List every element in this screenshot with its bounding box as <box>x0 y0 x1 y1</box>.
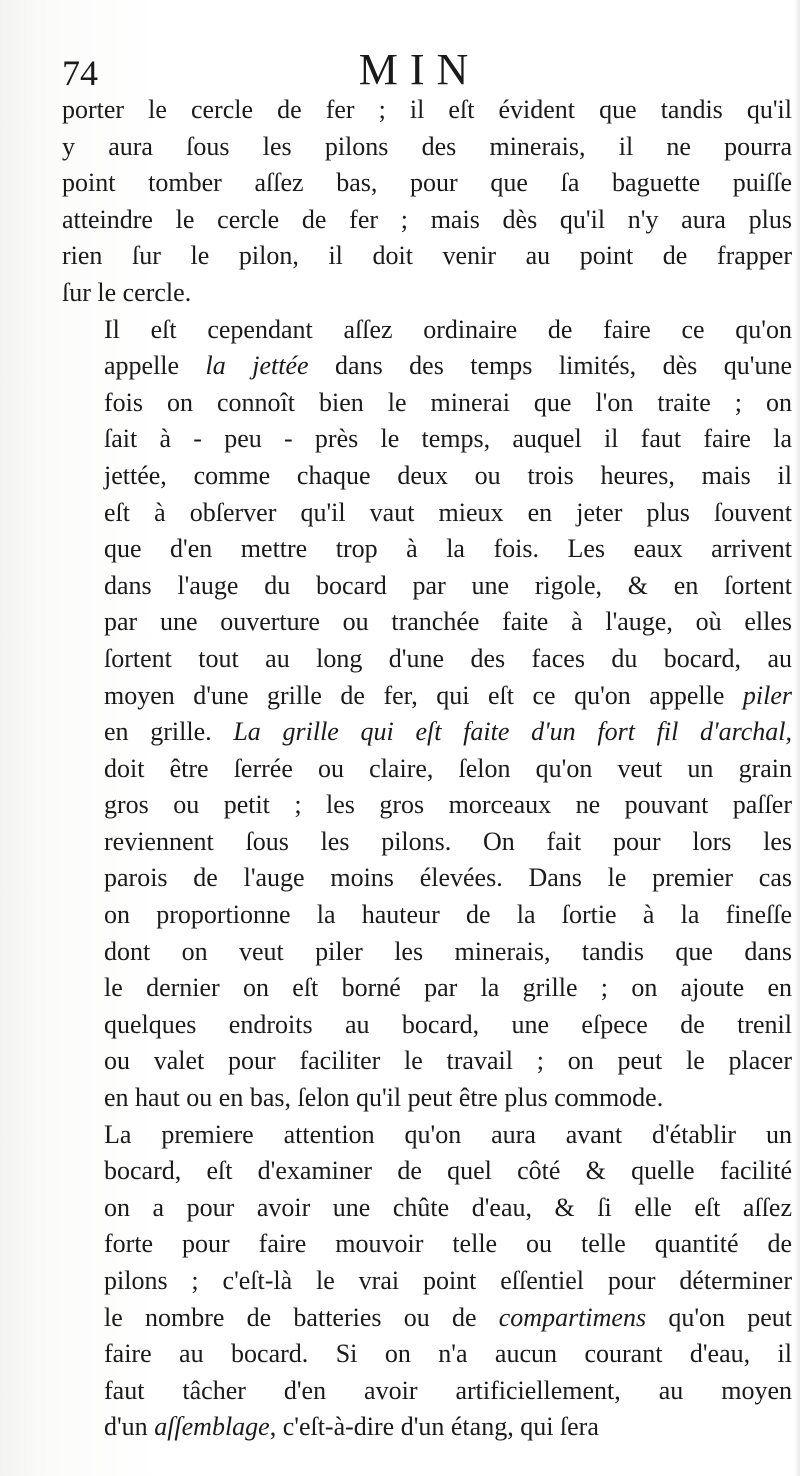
text-line: le nombre de batteries ou de compartimens qu'on peut <box>104 1302 792 1332</box>
text-line: reviennent ſous les pilons. On fait pour lors les <box>104 826 792 856</box>
text-line: ſortent tout au long d'une des faces du bocard, au <box>104 643 792 673</box>
text-line: par une ouverture ou tranchée faite à l'auge, où elles <box>104 607 792 637</box>
paragraph <box>62 1117 792 1446</box>
text-line: jettée, comme chaque deux ou trois heures, mais il <box>104 460 792 490</box>
page-number: 74 <box>62 53 98 93</box>
text-line: bocard, eſt d'examiner de quel côté & quelle facilité <box>104 1156 792 1186</box>
text-line: appelle la jettée dans des temps limités, dès qu'une <box>104 351 792 381</box>
text-line: ſait à - peu - près le temps, auquel il faut faire la <box>104 424 792 454</box>
italic-term: piler <box>742 680 792 710</box>
text-line: en grille. La grille qui eſt faite d'un fort fil d'archal, <box>104 717 792 747</box>
text-line: eſt à obſerver qu'il vaut mieux en jeter plus ſouvent <box>104 497 792 527</box>
paragraph <box>62 312 792 1117</box>
text-line: faire au bocard. Si on n'a aucun courant d'eau, il <box>104 1339 792 1369</box>
page-edge-shadow <box>794 0 800 1476</box>
text-line: faut tâcher d'en avoir artificiellement, au moyen <box>104 1375 792 1405</box>
text-line: en haut ou en bas, ſelon qu'il peut être plus commode. <box>104 1083 664 1113</box>
text-line: forte pour faire mouvoir telle ou telle quantité de <box>104 1229 792 1259</box>
text-line: doit être ſerrée ou claire, ſelon qu'on veut un grain <box>104 753 792 783</box>
text-line: ſur le cercle. <box>62 277 192 307</box>
text-line: quelques endroits au bocard, une eſpece de trenil <box>104 1009 792 1039</box>
italic-term: la jettée <box>205 351 309 381</box>
paragraph <box>62 92 792 312</box>
text-line: le dernier on eſt borné par la grille ; on ajoute en <box>104 973 792 1003</box>
text-line: gros ou petit ; les gros morceaux ne pouvant paſſer <box>104 790 792 820</box>
italic-term: La grille qui eſt faite d'un fort fil d'archal, <box>211 717 792 747</box>
text-line: dans l'auge du bocard par une rigole, & en ſortent <box>104 570 792 600</box>
text-line: pilons ; c'eſt-là le vrai point eſſentiel pour déterminer <box>104 1266 792 1295</box>
text-line: on a pour avoir une chûte d'eau, & ſi elle eſt aſſez <box>104 1192 792 1222</box>
text-line: La premiere attention qu'on aura avant d'établir un <box>104 1119 792 1149</box>
text-line: dont on veut piler les minerais, tandis que dans <box>104 936 792 966</box>
text-line: ou valet pour faciliter le travail ; on peut le placer <box>104 1046 792 1076</box>
text-line: Il eſt cependant aſſez ordinaire de faire ce qu'on <box>104 314 792 344</box>
text-line: parois de l'auge moins élevées. Dans le premier cas <box>104 863 792 893</box>
text-line: y aura ſous les pilons des minerais, il ne pourra <box>62 131 792 161</box>
text-line: moyen d'une grille de fer, qui eſt ce qu'on appelle piler <box>104 680 792 710</box>
text-line: que d'en mettre trop à la fois. Les eaux arrivent <box>104 534 792 564</box>
italic-term: compartimens <box>498 1302 647 1332</box>
italic-term: aſſemblage <box>154 1412 270 1442</box>
text-line: d'un aſſemblage, c'eſt-à-dire d'un étang, qui ſera <box>104 1412 599 1442</box>
body-text <box>62 92 792 1446</box>
text-line: atteindre le cercle de fer ; mais dès qu'il n'y aura plus <box>62 204 792 234</box>
text-line: fois on connoît bien le minerai que l'on traite ; on <box>104 387 792 417</box>
text-line: on proportionne la hauteur de la ſortie à la fineſſe <box>104 900 792 930</box>
text-line: porter le cercle de fer ; il eſt évident que tandis qu'il <box>62 95 792 124</box>
text-line: point tomber aſſez bas, pour que ſa baguette puiſſe <box>62 168 792 198</box>
running-head: MIN <box>358 45 481 94</box>
text-line: rien ſur le pilon, il doit venir au point de frapper <box>62 241 792 271</box>
